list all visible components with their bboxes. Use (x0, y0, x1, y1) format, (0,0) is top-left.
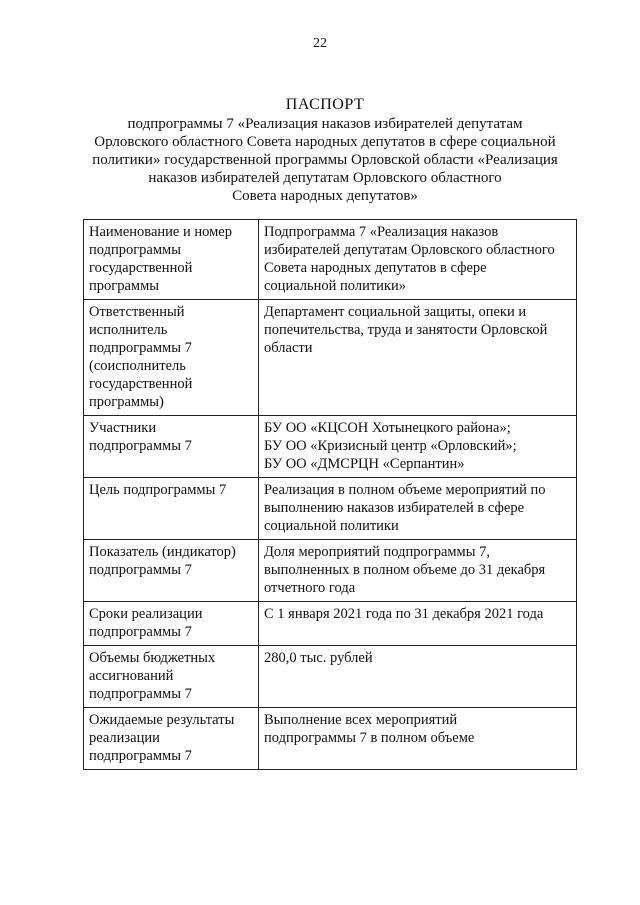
label-line: программы) (89, 394, 164, 410)
label-line: Участники (89, 420, 157, 436)
label-line: Ответственный (89, 304, 185, 320)
table-row (84, 602, 577, 646)
value-line: Подпрограмма 7 «Реализация наказов (264, 224, 499, 240)
table-row (84, 478, 577, 540)
value-line: С 1 января 2021 года по 31 декабря 2021 года (264, 606, 544, 622)
row-value-cell (259, 220, 577, 300)
value-line: Доля мероприятий подпрограммы 7, (264, 544, 490, 560)
label-line: подпрограммы 7 (89, 624, 192, 640)
page-number: 22 (313, 36, 327, 51)
label-line: Показатель (индикатор) (89, 544, 236, 560)
passport-heading (90, 96, 560, 205)
value-line: избирателей депутатам Орловского областного (264, 242, 555, 258)
row-label-cell (84, 300, 259, 416)
label-line: Цель подпрограммы 7 (89, 482, 227, 498)
value-line: подпрограммы 7 в полном объеме (264, 730, 475, 746)
heading-line: наказов избирателей депутатам Орловского областного (148, 170, 502, 186)
table-row (84, 708, 577, 770)
label-line: подпрограммы 7 (89, 562, 192, 578)
label-line: ассигнований (89, 668, 174, 684)
value-line: социальной политики» (264, 278, 406, 294)
passport-table (83, 219, 577, 770)
label-line: подпрограммы 7 (89, 686, 192, 702)
label-line: подпрограммы (89, 242, 181, 258)
label-line: Ожидаемые результаты (89, 712, 235, 728)
row-label-cell (84, 220, 259, 300)
heading-line: политики» государственной программы Орловской области «Реализация (92, 152, 558, 168)
label-line: подпрограммы 7 (89, 748, 192, 764)
value-line: выполнению наказов избирателей в сфере (264, 500, 525, 516)
label-line: реализации (89, 730, 160, 746)
label-line: государственной (89, 260, 193, 276)
table-row (84, 540, 577, 602)
row-label-cell (84, 478, 259, 540)
value-line: Выполнение всех мероприятий (264, 712, 458, 728)
row-label-cell (84, 708, 259, 770)
table-row (84, 220, 577, 300)
row-value-cell (259, 478, 577, 540)
value-line: БУ ОО «КЦСОН Хотынецкого района»; (264, 420, 511, 436)
document-title: ПАСПОРТ (285, 96, 365, 113)
heading-line: Совета народных депутатов» (232, 188, 418, 204)
label-line: подпрограммы 7 (89, 438, 192, 454)
value-line: БУ ОО «ДМСРЦН «Серпантин» (264, 456, 465, 472)
row-value-cell (259, 602, 577, 646)
row-value-cell (259, 300, 577, 416)
value-line: 280,0 тыс. рублей (264, 650, 373, 666)
table-row (84, 646, 577, 708)
row-value-cell (259, 416, 577, 478)
value-line: Совета народных депутатов в сфере (264, 260, 487, 276)
label-line: государственной (89, 376, 193, 392)
value-line: выполненных в полном объеме до 31 декабря (264, 562, 546, 578)
value-line: социальной политики (264, 518, 399, 534)
label-line: Наименование и номер (89, 224, 232, 240)
row-label-cell (84, 416, 259, 478)
label-line: Объемы бюджетных (89, 650, 216, 666)
row-value-cell (259, 708, 577, 770)
value-line: области (264, 340, 313, 356)
row-label-cell (84, 540, 259, 602)
value-line: отчетного года (264, 580, 356, 596)
row-label-cell (84, 602, 259, 646)
label-line: исполнитель (89, 322, 168, 338)
table-row (84, 300, 577, 416)
label-line: программы (89, 278, 159, 294)
heading-line: Орловского областного Совета народных депутатов в сфере социальной (94, 134, 556, 150)
value-line: Департамент социальной защиты, опеки и (264, 304, 527, 320)
row-value-cell (259, 646, 577, 708)
table-row (84, 416, 577, 478)
label-line: Сроки реализации (89, 606, 203, 622)
row-value-cell (259, 540, 577, 602)
row-label-cell (84, 646, 259, 708)
value-line: попечительства, труда и занятости Орловской (264, 322, 548, 338)
value-line: БУ ОО «Кризисный центр «Орловский»; (264, 438, 517, 454)
value-line: Реализация в полном объеме мероприятий по (264, 482, 546, 498)
label-line: (соисполнитель (89, 358, 186, 374)
label-line: подпрограммы 7 (89, 340, 192, 356)
heading-line: подпрограммы 7 «Реализация наказов избирателей депутатам (127, 116, 523, 132)
